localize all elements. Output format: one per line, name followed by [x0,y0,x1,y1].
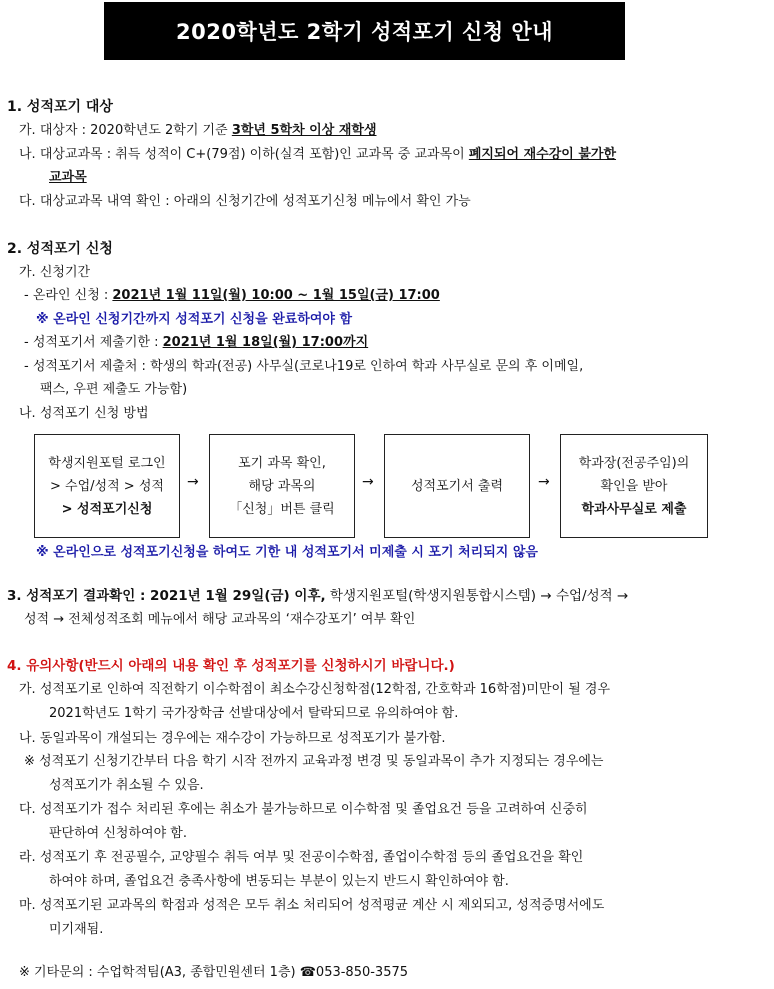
s4-note: ※ 성적포기 신청기간부터 다음 학기 시작 전까지 교육과정 변경 및 동일과목이 추가 지정되는 경우에는 [24,754,604,769]
s1-check-line: 다. 대상교과목 내역 확인 : 아래의 신청기간에 성적포기신청 메뉴에서 확인 가능 [19,194,471,209]
s1-target-line: 가. 대상자 : 2020학년도 2학기 기준 3학년 5학차 이상 재학생 [19,123,377,138]
s1-course-emphasis: 폐지되어 재수강이 불가한 [468,147,617,162]
s1-course-emphasis-cont: 교과목 [49,170,87,185]
s2-online-line: - 온라인 신청 : 2021년 1월 11일(월) 10:00 ~ 1월 15일(금) 17:00 [24,288,440,303]
flow-arrow-2: → [362,474,374,490]
s2-period-label: 가. 신청기간 [19,265,91,280]
s4-item-c-cont: 판단하여 신청하여야 함. [49,826,187,841]
s1-target-emphasis: 3학년 5학차 이상 재학생 [231,123,377,138]
flow-arrow-1: → [187,474,199,490]
s2-deadline: 2021년 1월 18일(월) 17:00까지 [162,335,369,350]
flow-step-1: 학생지원포털 로그인 > 수업/성적 > 성적 > 성적포기신청 [34,434,180,538]
s4-item-a: 가. 성적포기로 인하여 직전학기 이수학점이 최소수강신청학점(12학점, 간호학과 16학점)미만이 될 경우 [19,682,611,697]
s4-item-e: 마. 성적포기된 교과목의 학점과 성적은 모두 취소 처리되어 성적평균 계산 시 제외되고, 성적증명서에도 [19,898,605,913]
section-3-heading: 3. 성적포기 결과확인 : 2021년 1월 29일(금) 이후, [7,588,326,604]
section-4-heading: 4. 유의사항(반드시 아래의 내용 확인 후 성적포기를 신청하시기 바랍니다.) [7,658,455,674]
s2-deadline-line: - 성적포기서 제출기한 : 2021년 1월 18일(월) 17:00까지 [24,335,369,350]
s4-item-d-cont: 하여야 하며, 졸업요건 충족사항에 변동되는 부분이 있는지 반드시 확인하여야 함. [49,874,509,889]
flow-arrow-3: → [538,474,550,490]
contact-phone: 053-850-3575 [315,965,409,980]
s4-item-c: 다. 성적포기가 접수 처리된 후에는 취소가 불가능하므로 이수학점 및 졸업요건 등을 고려하여 신중히 [19,802,588,817]
s1-course-line: 나. 대상교과목 : 취득 성적이 C+(79점) 이하(실격 포함)인 교과목 중 교과목이 폐지되어 재수강이 불가한 [19,147,617,162]
s2-place-line: - 성적포기서 제출처 : 학생의 학과(전공) 사무실(코로나19로 인하여 학과 사무실로 문의 후 이메일, [24,359,584,374]
s4-item-e-cont: 미기재됨. [49,922,104,937]
flow-step-2: 포기 과목 확인, 해당 과목의 「신청」버튼 클릭 [209,434,355,538]
s2-flow-note: ※ 온라인으로 성적포기신청을 하여도 기한 내 성적포기서 미제출 시 포기 처리되지 않음 [36,545,538,560]
s4-note-cont: 성적포기가 취소될 수 있음. [49,778,204,793]
flow-step-3: 성적포기서 출력 [384,434,530,538]
s4-item-d: 라. 성적포기 후 전공필수, 교양필수 취득 여부 및 전공이수학점, 졸업이수학점 등의 졸업요건을 확인 [19,850,584,865]
section-3-line-cont: 성적 → 전체성적조회 메뉴에서 해당 교과목의 ‘재수강포기’ 여부 확인 [24,612,416,627]
phone-icon: ☎ [299,965,316,980]
s2-place-line-cont: 팩스, 우편 제출도 가능함) [40,382,188,397]
s2-online-note: ※ 온라인 신청기간까지 성적포기 신청을 완료하여야 함 [36,312,353,327]
page-title: 2020학년도 2학기 성적포기 신청 안내 [104,2,625,60]
contact-line: ※ 기타문의 : 수업학적팀(A3, 종합민원센터 1층) ☎053-850-3575 [19,965,409,980]
section-1-heading: 1. 성적포기 대상 [7,99,113,115]
section-2-heading: 2. 성적포기 신청 [7,241,113,257]
flow-step-4: 학과장(전공주임)의 확인을 받아 학과사무실로 제출 [560,434,708,538]
section-3-line: 3. 성적포기 결과확인 : 2021년 1월 29일(금) 이후, 학생지원포털(학생지원통합시스템) → 수업/성적 → [7,588,629,604]
s2-online-period: 2021년 1월 11일(월) 10:00 ~ 1월 15일(금) 17:00 [112,288,440,303]
s4-item-b: 나. 동일과목이 개설되는 경우에는 재수강이 가능하므로 성적포기가 불가함. [19,731,446,746]
s4-item-a-cont: 2021학년도 1학기 국가장학금 선발대상에서 탈락되므로 유의하여야 함. [49,706,459,721]
s2-method-label: 나. 성적포기 신청 방법 [19,406,149,421]
